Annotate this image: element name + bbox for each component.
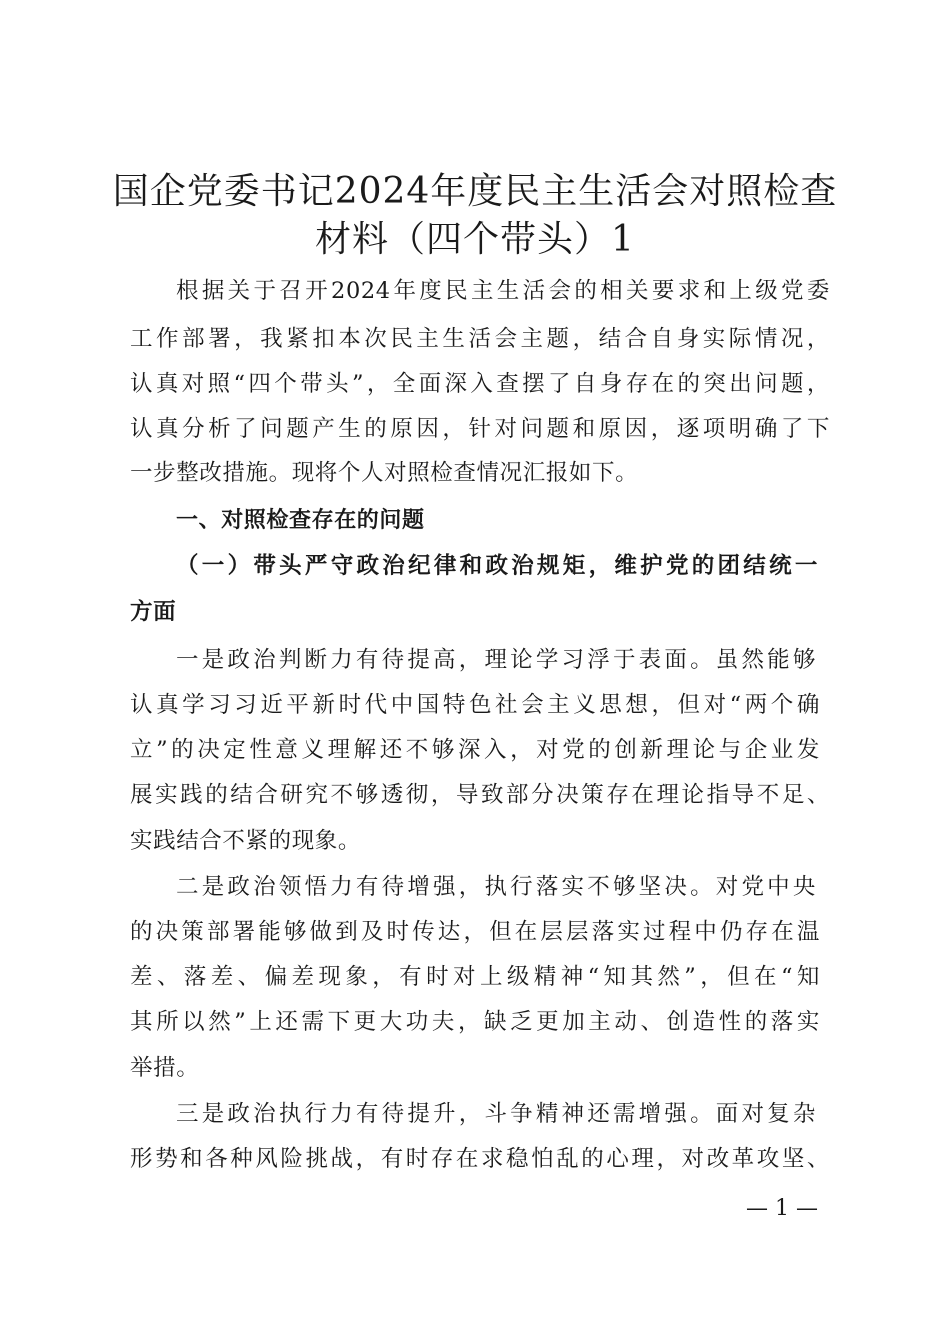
para2-line-4: 其所以然”上还需下更大功夫，缺乏更加主动、创造性的落实 (130, 1009, 820, 1035)
page-number: — 1 — (746, 1196, 818, 1221)
para3-line-2: 形势和各种风险挑战，有时存在求稳怕乱的心理，对改革攻坚、 (130, 1146, 830, 1172)
intro-line-2: 工作部署，我紧扣本次民主生活会主题，结合自身实际情况， (130, 326, 830, 352)
intro-line-5: 一步整改措施。现将个人对照检查情况汇报如下。 (130, 460, 639, 486)
intro-line-4: 认真分析了问题产生的原因，针对问题和原因，逐项明确了下 (130, 416, 830, 442)
para2-line-5: 举措。 (130, 1055, 200, 1081)
para1-line-2: 认真学习习近平新时代中国特色社会主义思想，但对“两个确 (130, 692, 820, 718)
para1-line-3: 立”的决定性意义理解还不够深入，对党的创新理论与企业发 (130, 737, 820, 763)
intro-line-1: 根据关于召开2024年度民主生活会的相关要求和上级党委 (176, 278, 830, 304)
para1-line-1: 一是政治判断力有待提高，理论学习浮于表面。虽然能够 (176, 647, 816, 673)
section-heading-1: 一、对照检查存在的问题 (176, 508, 425, 533)
para3-line-1: 三是政治执行力有待提升，斗争精神还需增强。面对复杂 (176, 1101, 816, 1127)
subsection-heading-line-2: 方面 (130, 599, 177, 625)
para1-line-5: 实践结合不紧的现象。 (130, 828, 362, 854)
para2-line-1: 二是政治领悟力有待增强，执行落实不够坚决。对党中央 (176, 874, 816, 900)
document-title-line-2: 材料（四个带头）1 (315, 219, 635, 260)
para2-line-3: 差、落差、偏差现象，有时对上级精神“知其然”，但在“知 (130, 964, 820, 990)
para2-line-2: 的决策部署能够做到及时传达，但在层层落实过程中仍存在温 (130, 919, 820, 945)
subsection-heading-line-1: （一）带头严守政治纪律和政治规矩，维护党的团结统一 (176, 553, 818, 579)
document-title-line-1: 国企党委书记2024年度民主生活会对照检查 (112, 171, 838, 212)
para1-line-4: 展实践的结合研究不够透彻，导致部分决策存在理论指导不足、 (130, 782, 830, 808)
intro-line-3: 认真对照“四个带头”，全面深入查摆了自身存在的突出问题， (130, 371, 830, 397)
